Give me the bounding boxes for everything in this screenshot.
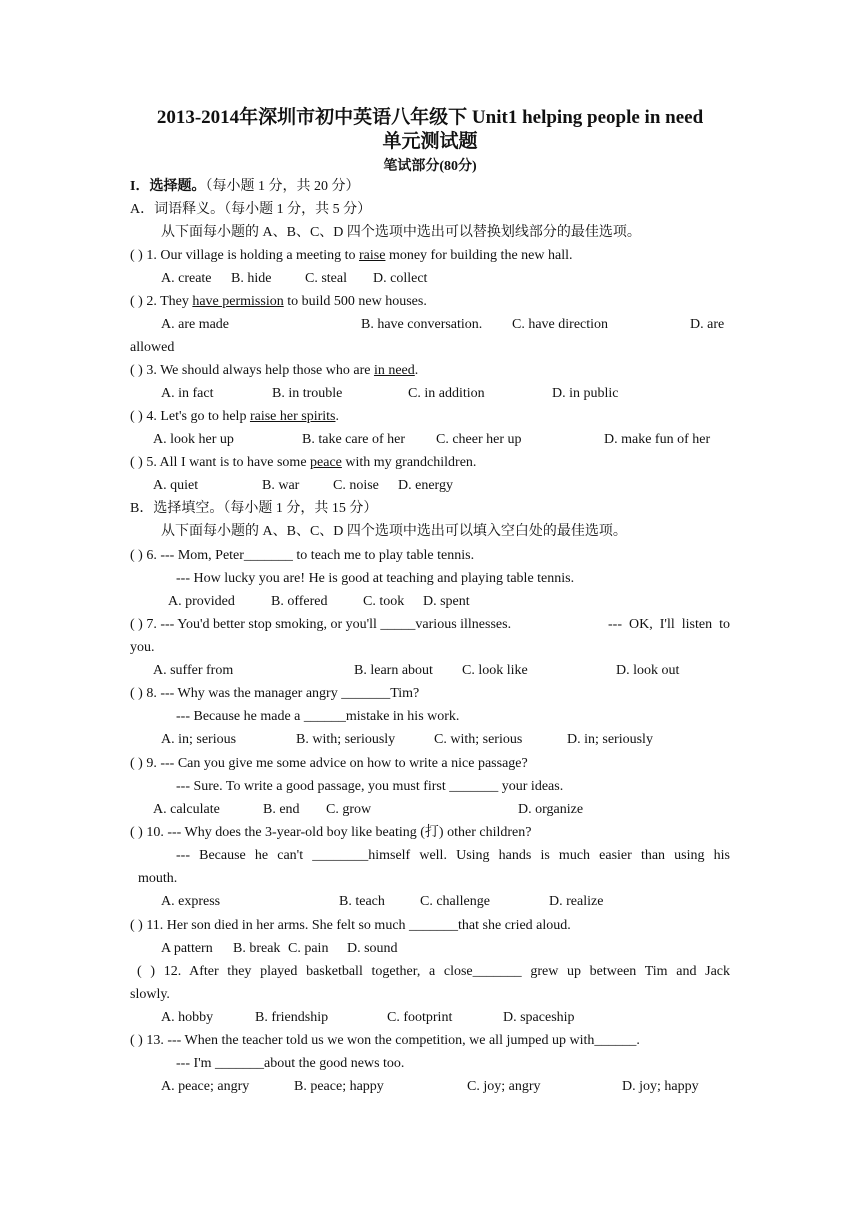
option-d: D. spent <box>423 594 470 609</box>
option-a: A. in; serious <box>161 732 237 747</box>
underlined-word: peace <box>310 455 342 470</box>
answer-bracket: ( ) <box>130 686 143 701</box>
option-a: A pattern <box>161 941 213 956</box>
option-b: B. have conversation. <box>361 317 483 332</box>
question-7-response: --- OK, I'll listen to <box>608 617 730 632</box>
option-c: C. noise <box>333 478 379 493</box>
answer-bracket: ( ) <box>130 918 143 933</box>
question-12-wrap: slowly. <box>130 987 170 1002</box>
answer-bracket: ( ) <box>130 1033 143 1048</box>
answer-bracket: ( ) <box>130 409 143 424</box>
option-d: D. organize <box>518 802 584 817</box>
option-b: B. end <box>263 802 300 817</box>
option-c: C. grow <box>326 802 372 817</box>
part-a-instructions: 从下面每小题的 A、B、C、D 四个选项中选出可以替换划线部分的最佳选项。 <box>161 225 641 240</box>
answer-bracket: ( ) <box>130 548 143 563</box>
option-c: C. cheer her up <box>436 432 522 447</box>
subtitle: 笔试部分(80分) <box>383 159 477 174</box>
option-d: D. joy; happy <box>622 1079 699 1094</box>
option-b: B. peace; happy <box>294 1079 384 1094</box>
option-c: C. with; serious <box>434 732 523 747</box>
option-a: A. are made <box>161 317 230 332</box>
option-a: A. provided <box>168 594 235 609</box>
option-a: A. look her up <box>153 432 234 447</box>
option-b: B. teach <box>339 894 385 909</box>
answer-bracket: ( ) <box>130 756 143 771</box>
answer-bracket: ( ) <box>130 248 143 263</box>
answer-bracket: ( ) <box>130 617 143 632</box>
question-9-response: --- Sure. To write a good passage, you must first _______ your ideas. <box>176 779 564 794</box>
question-4: ( ) 4. Let's go to help raise her spirits. <box>130 409 339 424</box>
option-d: D. make fun of her <box>604 432 711 447</box>
section-i-note: （每小题 1 分，共 20 分） <box>205 179 360 194</box>
question-8-response: --- Because he made a ______mistake in his work. <box>176 709 460 724</box>
question-3: ( ) 3. We should always help those who are in need. <box>130 363 419 378</box>
option-c: C. in addition <box>408 386 485 401</box>
question-13: ( ) 13. --- When the teacher told us we won the competition, we all jumped up with______. <box>130 1033 640 1048</box>
question-12: ( ) 12. After they played basketball together, a close_______ grew up between Tim and Jack <box>137 964 730 979</box>
option-c: C. footprint <box>387 1010 453 1025</box>
option-c: C. have direction <box>512 317 609 332</box>
option-c: C. challenge <box>420 894 490 909</box>
option-b: B. war <box>262 478 300 493</box>
option-d: D. sound <box>347 941 398 956</box>
question-6: ( ) 6. --- Mom, Peter_______ to teach me to play table tennis. <box>130 548 475 563</box>
section-i-label: I．选择题。 <box>130 179 206 194</box>
title-line-2: 单元测试题 <box>382 131 478 152</box>
question-1: ( ) 1. Our village is holding a meeting to raise money for building the new hall. <box>130 248 573 263</box>
question-8: ( ) 8. --- Why was the manager angry _______Tim? <box>130 686 420 701</box>
option-b: B. in trouble <box>272 386 343 401</box>
question-10-response: --- Because he can't ________himself well. Using hands is much easier than using his <box>176 848 730 863</box>
option-c: C. pain <box>288 941 329 956</box>
option-d-wrap: allowed <box>130 340 175 355</box>
option-b: B. offered <box>271 594 328 609</box>
option-d: D. look out <box>616 663 680 678</box>
question-10: ( ) 10. --- Why does the 3-year-old boy like beating (打) other children? <box>130 825 532 840</box>
part-a-heading: A．词语释义。（每小题 1 分，共 5 分） <box>130 202 372 217</box>
question-7: ( ) 7. --- You'd better stop smoking, or you'll _____various illnesses. <box>130 617 512 632</box>
option-b: B. with; seriously <box>296 732 396 747</box>
question-11: ( ) 11. Her son died in her arms. She felt so much _______that she cried aloud. <box>130 918 571 933</box>
option-c: C. joy; angry <box>467 1079 541 1094</box>
option-b: B. take care of her <box>302 432 405 447</box>
option-d: D. realize <box>549 894 604 909</box>
answer-bracket: ( ) <box>130 825 143 840</box>
option-c: C. took <box>363 594 405 609</box>
option-b: B. break <box>233 941 281 956</box>
option-d: D. are <box>690 317 725 332</box>
option-a: A. calculate <box>153 802 220 817</box>
question-13-response: --- I'm _______about the good news too. <box>176 1056 405 1071</box>
question-9: ( ) 9. --- Can you give me some advice on how to write a nice passage? <box>130 756 528 771</box>
option-a: A. peace; angry <box>161 1079 250 1094</box>
underlined-word: in need <box>373 363 415 378</box>
option-a: A. in fact <box>161 386 214 401</box>
option-d: D. in public <box>552 386 619 401</box>
option-c: C. look like <box>462 663 528 678</box>
part-b-instructions: 从下面每小题的 A、B、C、D 四个选项中选出可以填入空白处的最佳选项。 <box>161 524 627 539</box>
option-a: A. create <box>161 271 212 286</box>
answer-bracket: ( ) <box>130 455 143 470</box>
section-i-heading <box>130 178 359 196</box>
question-6-response: --- How lucky you are! He is good at teaching and playing table tennis. <box>176 571 575 586</box>
option-d: D. in; seriously <box>567 732 653 747</box>
option-a: A. quiet <box>153 478 199 493</box>
answer-bracket: ( ) <box>130 363 143 378</box>
question-5: ( ) 5. All I want is to have some peace with my grandchildren. <box>130 455 477 470</box>
underlined-word: raise her spirits <box>249 409 336 424</box>
part-b-heading: B．选择填空。（每小题 1 分，共 15 分） <box>130 501 378 516</box>
option-a: A. suffer from <box>153 663 234 678</box>
option-d: D. spaceship <box>503 1010 575 1025</box>
answer-bracket: ( ) <box>130 294 143 309</box>
option-a: A. hobby <box>161 1010 214 1025</box>
underlined-word: have permission <box>192 294 284 309</box>
answer-bracket: ( ) <box>137 964 155 979</box>
question-2: ( ) 2. They have permission to build 500 new houses. <box>130 294 427 309</box>
option-d: D. energy <box>398 478 453 493</box>
underlined-word: raise <box>359 248 386 263</box>
option-d: D. collect <box>373 271 428 286</box>
option-b: B. hide <box>231 271 272 286</box>
option-b: B. learn about <box>354 663 433 678</box>
option-b: B. friendship <box>255 1010 329 1025</box>
option-c: C. steal <box>305 271 347 286</box>
option-a: A. express <box>161 894 221 909</box>
question-10-wrap: mouth. <box>138 871 178 886</box>
question-7-wrap: you. <box>130 640 155 655</box>
title-line-1: 2013-2014年深圳市初中英语八年级下 Unit1 helping people in need <box>156 107 704 128</box>
